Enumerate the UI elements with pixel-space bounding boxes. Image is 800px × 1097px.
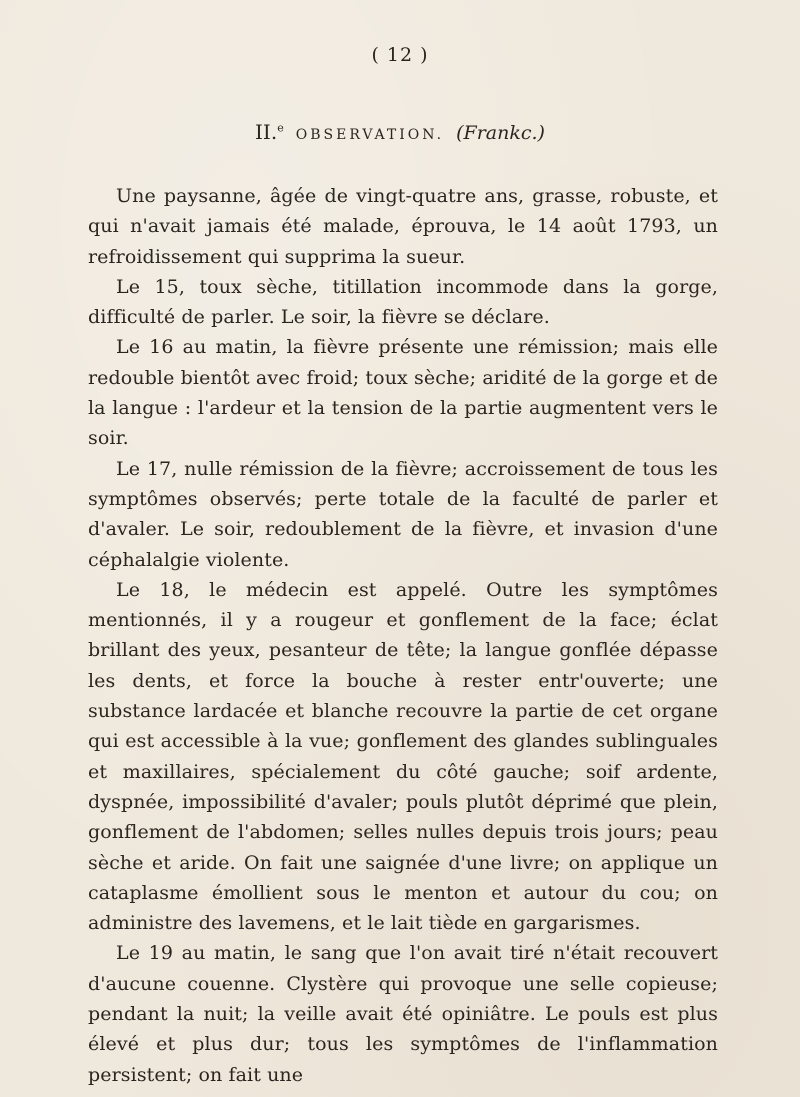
observation-author: (Frankc.): [456, 122, 545, 144]
paragraph: Le 15, toux sèche, titillation incommode dans la gorge, difficulté de parler. Le soir, la fièvre se déclare.: [88, 275, 718, 329]
paragraph: Le 19 au matin, le sang que l'on avait tiré n'était recouvert d'aucune couenne. Clystère qui provoque une selle copieuse; pendant la nuit; la veille avait été opiniâtre. Le pouls est plus élevé et plus dur; tous les symptômes de l'inflammation persistent; on fait une: [88, 942, 718, 1086]
body-text: [88, 181, 718, 1090]
paragraph: Le 16 au matin, la fièvre présente une rémission; mais elle redouble bientôt avec froid; toux sèche; aridité de la gorge et de la langue : l'ardeur et la tension de la partie augmentent vers le soir.: [88, 336, 718, 450]
observation-label: OBSERVATION.: [295, 127, 445, 143]
observation-number-superscript: e: [277, 121, 284, 135]
observation-number: II.: [255, 120, 278, 144]
page-number: ( 12 ): [371, 44, 429, 66]
paragraph: Une paysanne, âgée de vingt-quatre ans, grasse, robuste, et qui n'avait jamais été malade, éprouva, le 14 août 1793, un refroidissement qui supprima la sueur.: [88, 185, 718, 268]
paragraph: Le 17, nulle rémission de la fièvre; accroissement de tous les symptômes observés; perte totale de la faculté de parler et d'avaler. Le soir, redoublement de la fièvre, et invasion d'une céphalalgie violente.: [88, 457, 718, 571]
paragraph: Le 18, le médecin est appelé. Outre les symptômes mentionnés, il y a rougeur et gonflement de la face; éclat brillant des yeux, pesanteur de tête; la langue gonflée dépasse les dents, et force la bouche à rester entr'ouverte; une substance lardacée et blanche recouvre la partie de cet organe qui est accessible à la vue; gonflement des glandes sublinguales et maxillaires, spécialement du côté gauche; soif ardente, dyspnée, impossibilité d'avaler; pouls plutôt déprimé que plein, gonflement de l'abdomen; selles nulles depuis trois jours; peau sèche et aride. On fait une saignée d'une livre; on applique un cataplasme émollient sous le menton et autour du cou; on administre des lavemens, et le lait tiède en gargarismes.: [88, 578, 718, 935]
section-heading: [0, 120, 800, 144]
